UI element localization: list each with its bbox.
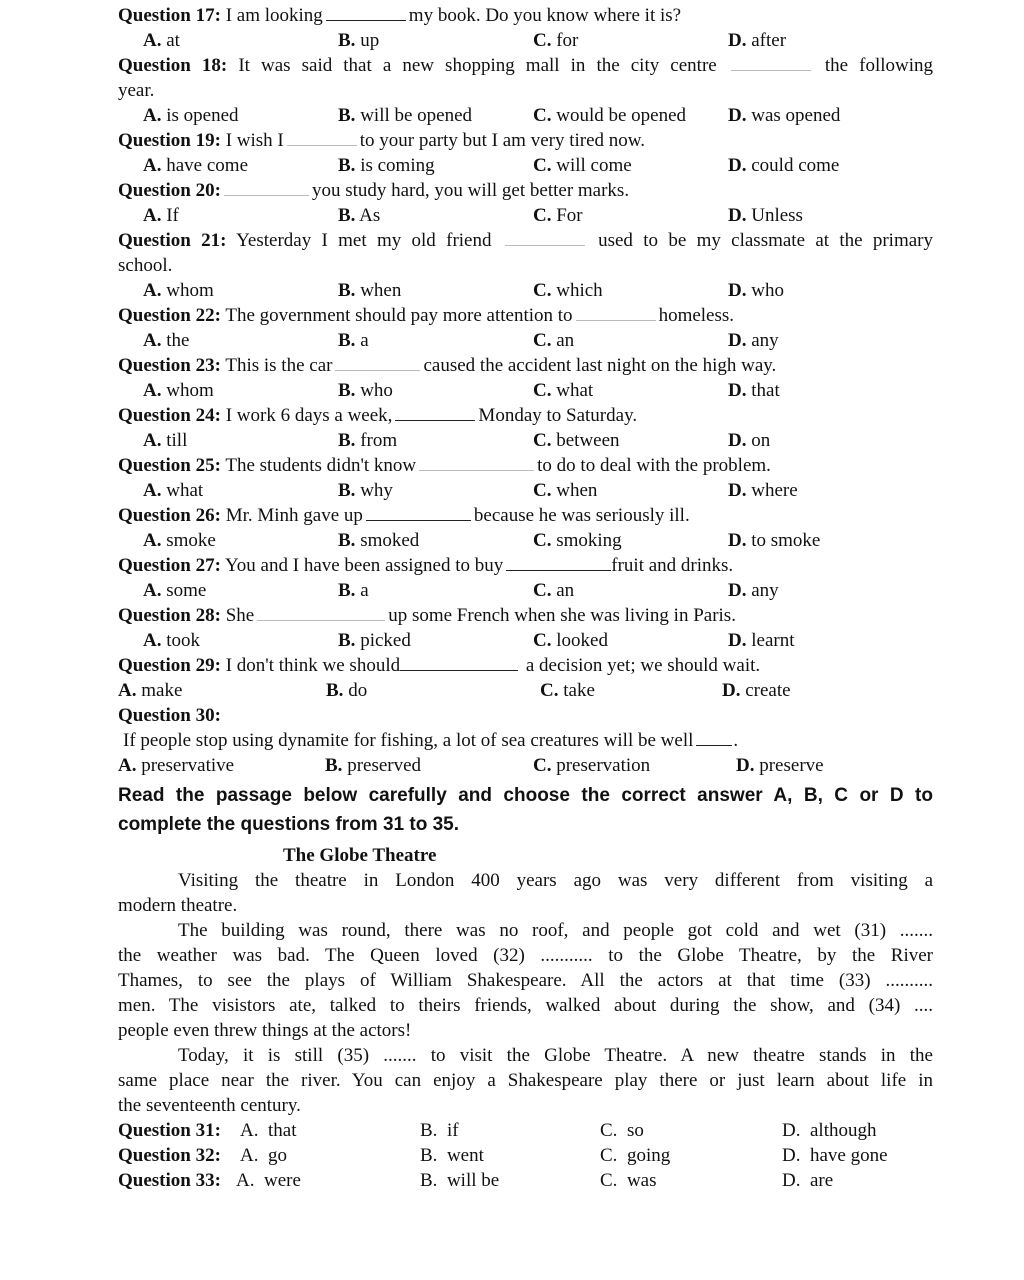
- answer-blank: [505, 231, 585, 246]
- question-30-stem: If people stop using dynamite for fishing, a lot of sea creatures will be well .: [123, 730, 739, 751]
- options-20: [118, 203, 933, 228]
- question-24: [118, 403, 933, 428]
- question-label: Question 32:: [118, 1145, 221, 1166]
- question-stem-end: homeless.: [658, 305, 735, 326]
- question-label: Question 29:: [118, 655, 221, 676]
- question-stem: She: [225, 605, 255, 626]
- option-c[interactable]: C. was: [600, 1170, 657, 1191]
- option-a[interactable]: A. were: [236, 1170, 301, 1191]
- question-stem: I am looking: [225, 5, 323, 26]
- option-b[interactable]: B. is coming: [338, 155, 435, 176]
- option-d[interactable]: D. any: [728, 330, 779, 351]
- options-22: [118, 328, 933, 353]
- question-label: Question 23:: [118, 355, 221, 376]
- passage-line: Visiting the theatre in London 400 years ago was very different from visiting a: [178, 870, 933, 891]
- option-b[interactable]: B. As: [338, 205, 381, 226]
- option-a[interactable]: A. have come: [143, 155, 248, 176]
- options-26: [118, 528, 933, 553]
- options-17: [118, 28, 933, 53]
- question-stem-end: to your party but I am very tired now.: [359, 130, 646, 151]
- exam-page: [118, 3, 933, 1193]
- question-label: Question 30:: [118, 705, 221, 726]
- question-21: [118, 228, 933, 253]
- passage-title: The Globe Theatre: [283, 845, 437, 866]
- options-30: [118, 753, 933, 778]
- option-b[interactable]: B. when: [338, 280, 402, 301]
- passage-question-32: [118, 1143, 933, 1168]
- option-b[interactable]: B. do: [326, 680, 368, 701]
- option-a[interactable]: A. preservative: [118, 755, 235, 776]
- option-d[interactable]: D. preserve: [736, 755, 824, 776]
- passage-line: Thames, to see the plays of William Shakespeare. All the actors at that time (33) ..........: [118, 970, 933, 991]
- options-24: [118, 428, 933, 453]
- option-b[interactable]: B. will be opened: [338, 105, 473, 126]
- question-stem: I don't think we should: [225, 655, 401, 676]
- option-c[interactable]: C. an: [533, 580, 575, 601]
- option-a[interactable]: A. is opened: [143, 105, 239, 126]
- option-c[interactable]: C. For: [533, 205, 583, 226]
- question-label: Question 24:: [118, 405, 221, 426]
- question-21-cont: school.: [118, 255, 173, 276]
- question-stem: I wish I: [225, 130, 284, 151]
- answer-blank: [731, 56, 811, 71]
- question-label: Question 33:: [118, 1170, 221, 1191]
- question-18-cont: year.: [118, 80, 155, 101]
- option-d[interactable]: D. that: [728, 380, 780, 401]
- option-c[interactable]: C. will come: [533, 155, 632, 176]
- option-b[interactable]: B. will be: [420, 1170, 500, 1191]
- question-label: Question 25:: [118, 455, 221, 476]
- option-a[interactable]: A. whom: [143, 380, 214, 401]
- option-c[interactable]: C. looked: [533, 630, 608, 651]
- question-stem-end: Monday to Saturday.: [478, 405, 638, 426]
- question-17: [118, 3, 933, 28]
- option-c[interactable]: C. when: [533, 480, 598, 501]
- option-d[interactable]: D. to smoke: [728, 530, 821, 551]
- question-stem-end: fruit and drinks.: [611, 555, 734, 576]
- question-label: Question 17:: [118, 5, 221, 26]
- question-stem-end: my book. Do you know where it is?: [408, 5, 682, 26]
- answer-blank: [335, 356, 420, 371]
- question-label: Question 21:: [118, 230, 227, 251]
- options-28: [118, 628, 933, 653]
- answer-blank: [576, 306, 656, 321]
- options-25: [118, 478, 933, 503]
- option-a[interactable]: A. at: [143, 30, 180, 51]
- question-label: Question 26:: [118, 505, 221, 526]
- answer-blank: [366, 506, 471, 521]
- option-c[interactable]: C. preservation: [533, 755, 651, 776]
- passage-line: Today, it is still (35) ....... to visit the Globe Theatre. A new theatre stands in the: [178, 1045, 933, 1066]
- option-b[interactable]: B. a: [338, 330, 369, 351]
- question-stem-end: up some French when she was living in Paris.: [388, 605, 736, 626]
- question-30: [118, 703, 933, 728]
- question-label: Question 22:: [118, 305, 221, 326]
- question-26: [118, 503, 933, 528]
- question-label: Question 18:: [118, 55, 228, 76]
- question-22: [118, 303, 933, 328]
- question-stem: If people stop using dynamite for fishing, a lot of sea creatures will be well: [123, 730, 694, 751]
- question-label: Question 20:: [118, 180, 221, 201]
- question-stem: Yesterday I met my old friend: [236, 230, 492, 251]
- question-25: [118, 453, 933, 478]
- option-a[interactable]: A. the: [143, 330, 190, 351]
- passage-line: modern theatre.: [118, 895, 238, 916]
- option-a[interactable]: A. that: [240, 1120, 297, 1141]
- answer-blank: [506, 556, 611, 571]
- option-d[interactable]: D. after: [728, 30, 787, 51]
- option-c[interactable]: C. going: [600, 1145, 671, 1166]
- answer-blank: [696, 731, 732, 746]
- question-stem: I work 6 days a week,: [225, 405, 393, 426]
- question-stem-end: the following: [824, 55, 934, 76]
- question-stem: Mr. Minh gave up: [225, 505, 363, 526]
- option-b[interactable]: B. went: [420, 1145, 484, 1166]
- option-a[interactable]: A. whom: [143, 280, 214, 301]
- option-c[interactable]: C. for: [533, 30, 579, 51]
- question-stem: You and I have been assigned to buy: [224, 555, 504, 576]
- answer-blank: [287, 131, 357, 146]
- question-label: Question 19:: [118, 130, 221, 151]
- options-18: [118, 103, 933, 128]
- passage-line: people even threw things at the actors!: [118, 1020, 412, 1041]
- question-18: [118, 53, 933, 78]
- option-d[interactable]: D. on: [728, 430, 771, 451]
- reading-instruction-line-1: Read the passage below carefully and choose the correct answer A, B, C or D to: [118, 785, 933, 806]
- option-a[interactable]: A. till: [143, 430, 188, 451]
- question-stem: It was said that a new shopping mall in the city centre: [238, 55, 717, 76]
- option-b[interactable]: B. why: [338, 480, 393, 501]
- option-c[interactable]: C. between: [533, 430, 620, 451]
- option-b[interactable]: B. smoked: [338, 530, 420, 551]
- question-stem: This is the car: [225, 355, 333, 376]
- option-c[interactable]: C. smoking: [533, 530, 622, 551]
- option-b[interactable]: B. if: [420, 1120, 459, 1141]
- option-d[interactable]: D. who: [728, 280, 784, 301]
- option-a[interactable]: A. go: [240, 1145, 287, 1166]
- question-20: [118, 178, 933, 203]
- option-a[interactable]: A. took: [143, 630, 201, 651]
- passage-line: The building was round, there was no roof, and people got cold and wet (31) .......: [178, 920, 933, 941]
- option-d[interactable]: D. although: [782, 1120, 877, 1141]
- option-d[interactable]: D. could come: [728, 155, 840, 176]
- answer-blank: [224, 181, 309, 196]
- option-c[interactable]: C. would be opened: [533, 105, 687, 126]
- options-27: [118, 578, 933, 603]
- option-a[interactable]: A. some: [143, 580, 207, 601]
- option-d[interactable]: D. create: [722, 680, 791, 701]
- passage-question-33: [118, 1168, 933, 1193]
- question-stem-end: caused the accident last night on the high way.: [423, 355, 777, 376]
- question-29: [118, 653, 933, 678]
- passage-line: the weather was bad. The Queen loved (32) ........... to the Globe Theatre, by the River: [118, 945, 933, 966]
- passage-body: [118, 868, 933, 1118]
- option-d[interactable]: D. any: [728, 580, 779, 601]
- options-19: [118, 153, 933, 178]
- answer-blank: [419, 456, 534, 471]
- question-28: [118, 603, 933, 628]
- question-stem-end: because he was seriously ill.: [473, 505, 690, 526]
- question-label: Question 28:: [118, 605, 221, 626]
- option-d[interactable]: D. are: [782, 1170, 834, 1191]
- question-stem-end: to do to deal with the problem.: [537, 455, 771, 476]
- option-a[interactable]: A. smoke: [143, 530, 216, 551]
- option-b[interactable]: B. preserved: [325, 755, 422, 776]
- option-a[interactable]: A. make: [118, 680, 183, 701]
- passage-question-31: [118, 1118, 933, 1143]
- option-d[interactable]: D. learnt: [728, 630, 795, 651]
- answer-blank: [400, 656, 518, 671]
- option-b[interactable]: B. from: [338, 430, 398, 451]
- question-stem-end: used to be my classmate at the primary: [598, 230, 933, 251]
- question-label: Question 27:: [118, 555, 221, 576]
- options-21: [118, 278, 933, 303]
- option-c[interactable]: C. which: [533, 280, 603, 301]
- question-27: [118, 553, 933, 578]
- option-d[interactable]: D. have gone: [782, 1145, 888, 1166]
- option-b[interactable]: B. up: [338, 30, 380, 51]
- options-23: [118, 378, 933, 403]
- option-d[interactable]: D. was opened: [728, 105, 841, 126]
- question-label: Question 31:: [118, 1120, 221, 1141]
- question-stem: The government should pay more attention to: [225, 305, 573, 326]
- passage-line: the seventeenth century.: [118, 1095, 301, 1116]
- option-c[interactable]: C. so: [600, 1120, 644, 1141]
- question-23: [118, 353, 933, 378]
- option-c[interactable]: C. what: [533, 380, 594, 401]
- option-b[interactable]: B. a: [338, 580, 369, 601]
- answer-blank: [395, 406, 475, 421]
- passage-line: men. The visistors ate, talked to theirs friends, walked about during the show, and (34) ....: [118, 995, 933, 1016]
- answer-blank: [326, 6, 406, 21]
- option-c[interactable]: C. take: [540, 680, 595, 701]
- option-d[interactable]: D. Unless: [728, 205, 803, 226]
- option-a[interactable]: A. If: [143, 205, 179, 226]
- option-c[interactable]: C. an: [533, 330, 575, 351]
- passage-line: same place near the river. You can enjoy a Shakespeare play there or just learn about life in: [118, 1070, 933, 1091]
- question-19: [118, 128, 933, 153]
- answer-blank: [257, 606, 385, 621]
- option-a[interactable]: A. what: [143, 480, 204, 501]
- options-29: [118, 678, 933, 703]
- reading-instruction-line-2: complete the questions from 31 to 35.: [118, 814, 460, 835]
- question-stem: The students didn't know: [225, 455, 417, 476]
- question-stem-end: a decision yet; we should wait.: [525, 655, 761, 676]
- option-d[interactable]: D. where: [728, 480, 798, 501]
- question-stem-end: you study hard, you will get better marks.: [311, 180, 630, 201]
- option-b[interactable]: B. picked: [338, 630, 411, 651]
- option-b[interactable]: B. who: [338, 380, 393, 401]
